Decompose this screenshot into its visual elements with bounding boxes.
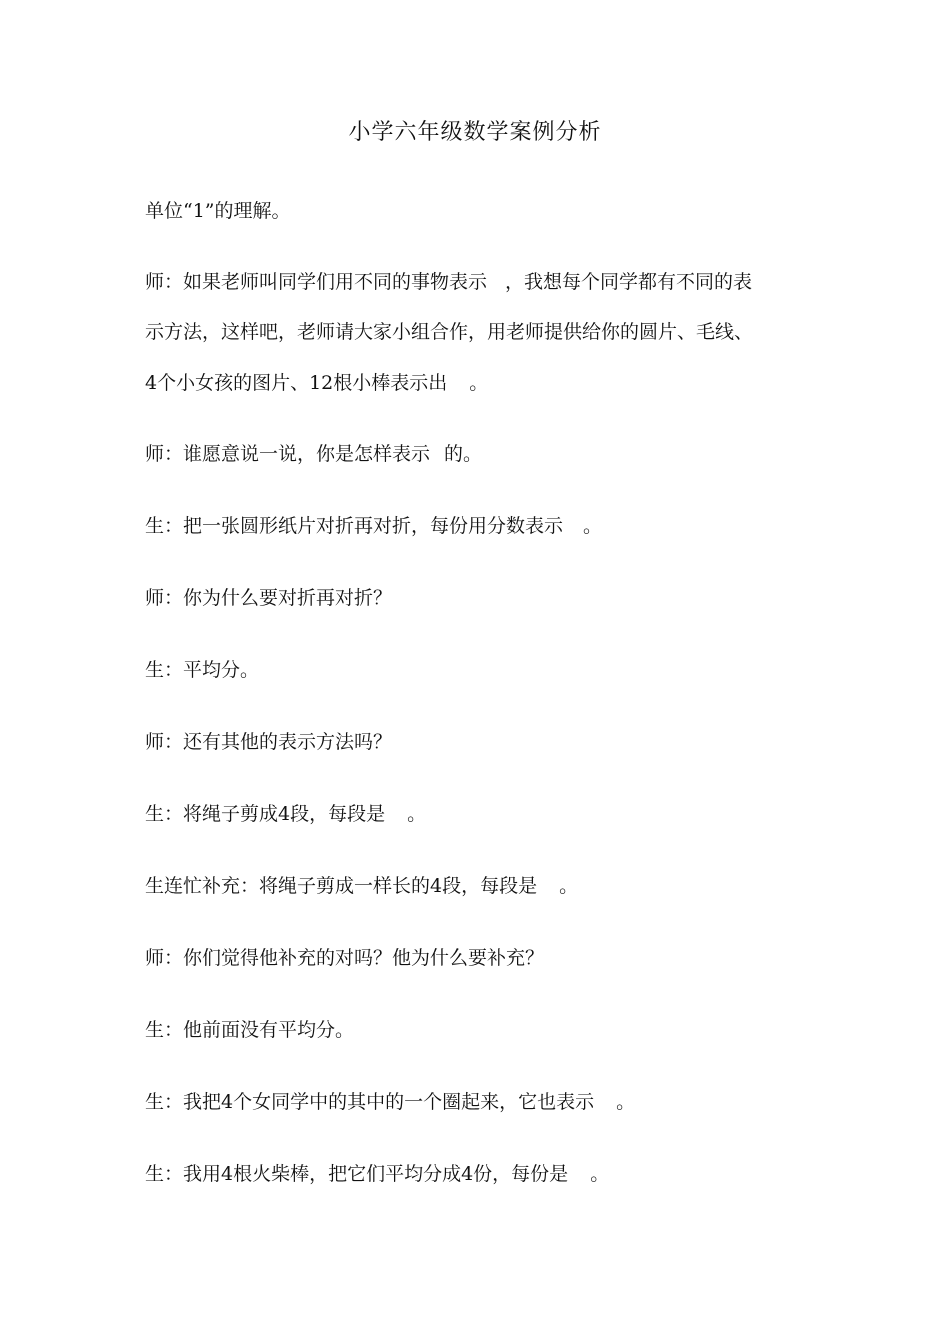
paragraph-text: 生：我把4个女同学中的其中的一个圈起来，它也表示 <box>145 1091 595 1113</box>
paragraph-dialogue <box>145 944 815 972</box>
paragraph-text: 生：将绳子剪成4段，每段是 <box>145 803 386 825</box>
paragraph-text: 。 <box>559 875 579 897</box>
paragraph-text: 生：他前面没有平均分。 <box>145 1019 355 1041</box>
paragraph-dialogue <box>145 1160 815 1188</box>
paragraph-text: 。 <box>469 372 489 394</box>
page-title: 小学六年级数学案例分析 <box>348 120 602 145</box>
paragraph-text: 示方法，这样吧，老师请大家小组合作，用老师提供给你的圆片、毛线、 <box>145 321 754 343</box>
paragraph-text: 师：你们觉得他补充的对吗？他为什么要补充？ <box>145 947 545 969</box>
paragraph-unit-one <box>145 197 815 225</box>
paragraph-dialogue <box>145 800 815 828</box>
paragraph-text: 师：你为什么要对折再对折？ <box>145 587 393 609</box>
paragraph-teacher-intro-line-1 <box>145 268 815 296</box>
paragraph-text: 生：把一张圆形纸片对折再对折，每份用分数表示 <box>145 515 564 537</box>
paragraph-dialogue <box>145 872 815 900</box>
paragraph-dialogue <box>145 440 815 468</box>
paragraph-text: 。 <box>407 803 427 825</box>
paragraph-text: 。 <box>583 515 603 537</box>
paragraph-dialogue <box>145 1088 815 1116</box>
paragraph-text: 师：还有其他的表示方法吗？ <box>145 731 393 753</box>
paragraph-teacher-intro-line-3 <box>145 369 815 397</box>
paragraph-text: 生：我用4根火柴棒，把它们平均分成4份，每份是 <box>145 1163 569 1185</box>
paragraph-text: 生：平均分。 <box>145 659 260 681</box>
paragraph-dialogue <box>145 584 815 612</box>
paragraph-teacher-intro-line-2 <box>145 318 815 346</box>
paragraph-text: 单位“1”的理解。 <box>145 200 291 222</box>
paragraph-text: 生连忙补充：将绳子剪成一样长的4段，每段是 <box>145 875 538 897</box>
paragraph-dialogue <box>145 728 815 756</box>
paragraph-text: 的。 <box>444 443 483 465</box>
paragraph-dialogue <box>145 1016 815 1044</box>
paragraph-dialogue <box>145 512 815 540</box>
paragraph-text: ，我想每个同学都有不同的表 <box>505 271 753 293</box>
paragraph-text: 。 <box>616 1091 636 1113</box>
paragraph-text: 师：谁愿意说一说，你是怎样表示 <box>145 443 431 465</box>
paragraph-dialogue <box>145 656 815 684</box>
paragraph-text: 。 <box>590 1163 610 1185</box>
paragraph-text: 师：如果老师叫同学们用不同的事物表示 <box>145 271 488 293</box>
paragraph-text: 4个小女孩的图片、12根小棒表示出 <box>145 372 448 394</box>
